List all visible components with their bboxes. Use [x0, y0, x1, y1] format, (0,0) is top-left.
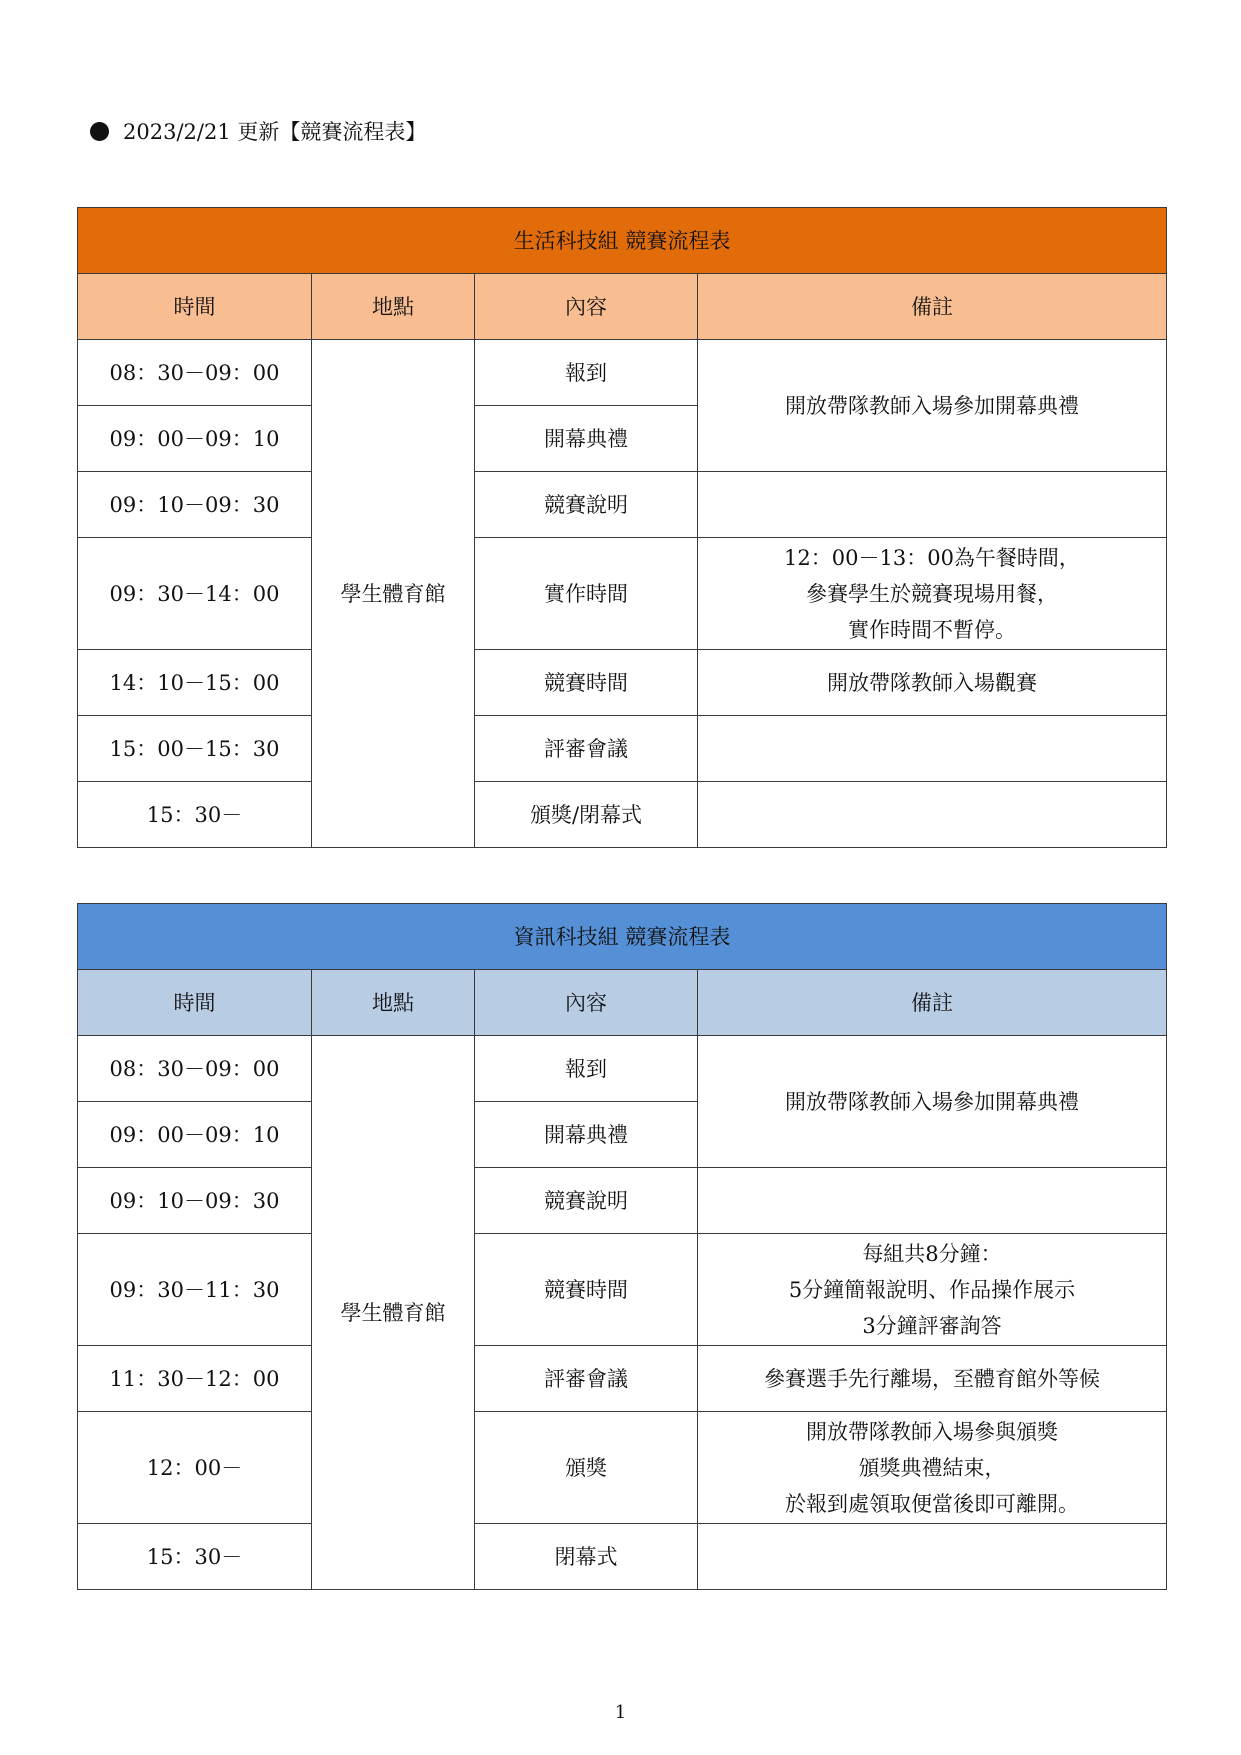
content-cell: 開幕典禮: [475, 406, 698, 472]
content-cell: 實作時間: [475, 538, 698, 650]
heading-text: 2023/2/21 更新【競賽流程表】: [123, 120, 427, 144]
time-cell: 11：30－12：00: [78, 1346, 312, 1412]
note-cell: 參賽選手先行離場，至體育館外等候: [698, 1346, 1167, 1412]
note-cell: 開放帶隊教師入場觀賽: [698, 650, 1167, 716]
note-cell: [698, 538, 1167, 650]
content-cell: 競賽時間: [475, 1234, 698, 1346]
place-cell: 學生體育館: [312, 1036, 475, 1590]
table-row: [78, 1412, 1167, 1524]
col-header-time: 時間: [78, 274, 312, 340]
time-cell: 08：30－09：00: [78, 340, 312, 406]
time-cell: 14：10－15：00: [78, 650, 312, 716]
table-row: [78, 1524, 1167, 1590]
note-cell-empty: [698, 472, 1167, 538]
note-line: 12：00－13：00為午餐時間，: [784, 545, 1080, 570]
col-header-place: 地點: [312, 970, 475, 1036]
time-cell: 08：30－09：00: [78, 1036, 312, 1102]
place-cell: 學生體育館: [312, 340, 475, 848]
col-header-time: 時間: [78, 970, 312, 1036]
col-header-content: 內容: [475, 970, 698, 1036]
table-title: 資訊科技組 競賽流程表: [78, 904, 1167, 970]
note-cell-empty: [698, 1524, 1167, 1590]
table-row: [78, 340, 1167, 406]
note-line: 實作時間不暫停。: [848, 617, 1016, 642]
time-cell: 15：30－: [78, 782, 312, 848]
content-cell: 開幕典禮: [475, 1102, 698, 1168]
time-cell: 09：30－14：00: [78, 538, 312, 650]
table-header-row: [78, 970, 1167, 1036]
table-row: [78, 1168, 1167, 1234]
col-header-note: 備註: [698, 274, 1167, 340]
time-cell: 09：00－09：10: [78, 1102, 312, 1168]
note-cell: 開放帶隊教師入場參加開幕典禮: [698, 340, 1167, 472]
table-row: [78, 650, 1167, 716]
note-line: 於報到處領取便當後即可離開。: [785, 1491, 1079, 1516]
note-line: 3分鐘評審詢答: [862, 1313, 1002, 1338]
time-cell: 09：30－11：30: [78, 1234, 312, 1346]
time-cell: 09：10－09：30: [78, 1168, 312, 1234]
table-row: [78, 716, 1167, 782]
time-cell: 09：10－09：30: [78, 472, 312, 538]
content-cell: 競賽說明: [475, 472, 698, 538]
content-cell: 評審會議: [475, 716, 698, 782]
time-cell: 15：00－15：30: [78, 716, 312, 782]
content-cell: 競賽說明: [475, 1168, 698, 1234]
note-cell: [698, 1412, 1167, 1524]
content-cell: 報到: [475, 340, 698, 406]
page-heading: [90, 116, 426, 146]
note-line: 開放帶隊教師入場參與頒獎: [806, 1419, 1058, 1444]
time-cell: 09：00－09：10: [78, 406, 312, 472]
note-cell-empty: [698, 1168, 1167, 1234]
table-row: [78, 1346, 1167, 1412]
note-cell: 開放帶隊教師入場參加開幕典禮: [698, 1036, 1167, 1168]
note-cell-empty: [698, 716, 1167, 782]
content-cell: 閉幕式: [475, 1524, 698, 1590]
note-line: 參賽學生於競賽現場用餐，: [806, 581, 1058, 606]
note-line: 每組共8分鐘：: [862, 1241, 1002, 1266]
table-title: 生活科技組 競賽流程表: [78, 208, 1167, 274]
content-cell: 報到: [475, 1036, 698, 1102]
table-row: [78, 538, 1167, 650]
table-row: [78, 1036, 1167, 1102]
time-cell: 12：00－: [78, 1412, 312, 1524]
page-number: 1: [614, 1702, 627, 1723]
table-row: [78, 472, 1167, 538]
schedule-table-info-tech: [77, 903, 1167, 1590]
col-header-content: 內容: [475, 274, 698, 340]
col-header-note: 備註: [698, 970, 1167, 1036]
note-cell: [698, 1234, 1167, 1346]
table-header-row: [78, 274, 1167, 340]
note-cell-empty: [698, 782, 1167, 848]
bullet-icon: [90, 122, 109, 141]
content-cell: 評審會議: [475, 1346, 698, 1412]
content-cell: 競賽時間: [475, 650, 698, 716]
note-line: 5分鐘簡報說明、作品操作展示: [788, 1277, 1076, 1302]
table-row: [78, 782, 1167, 848]
content-cell: 頒獎: [475, 1412, 698, 1524]
col-header-place: 地點: [312, 274, 475, 340]
schedule-table-living-tech: [77, 207, 1167, 848]
note-line: 頒獎典禮結束，: [858, 1455, 1006, 1480]
time-cell: 15：30－: [78, 1524, 312, 1590]
content-cell: 頒獎/閉幕式: [475, 782, 698, 848]
table-row: [78, 1234, 1167, 1346]
